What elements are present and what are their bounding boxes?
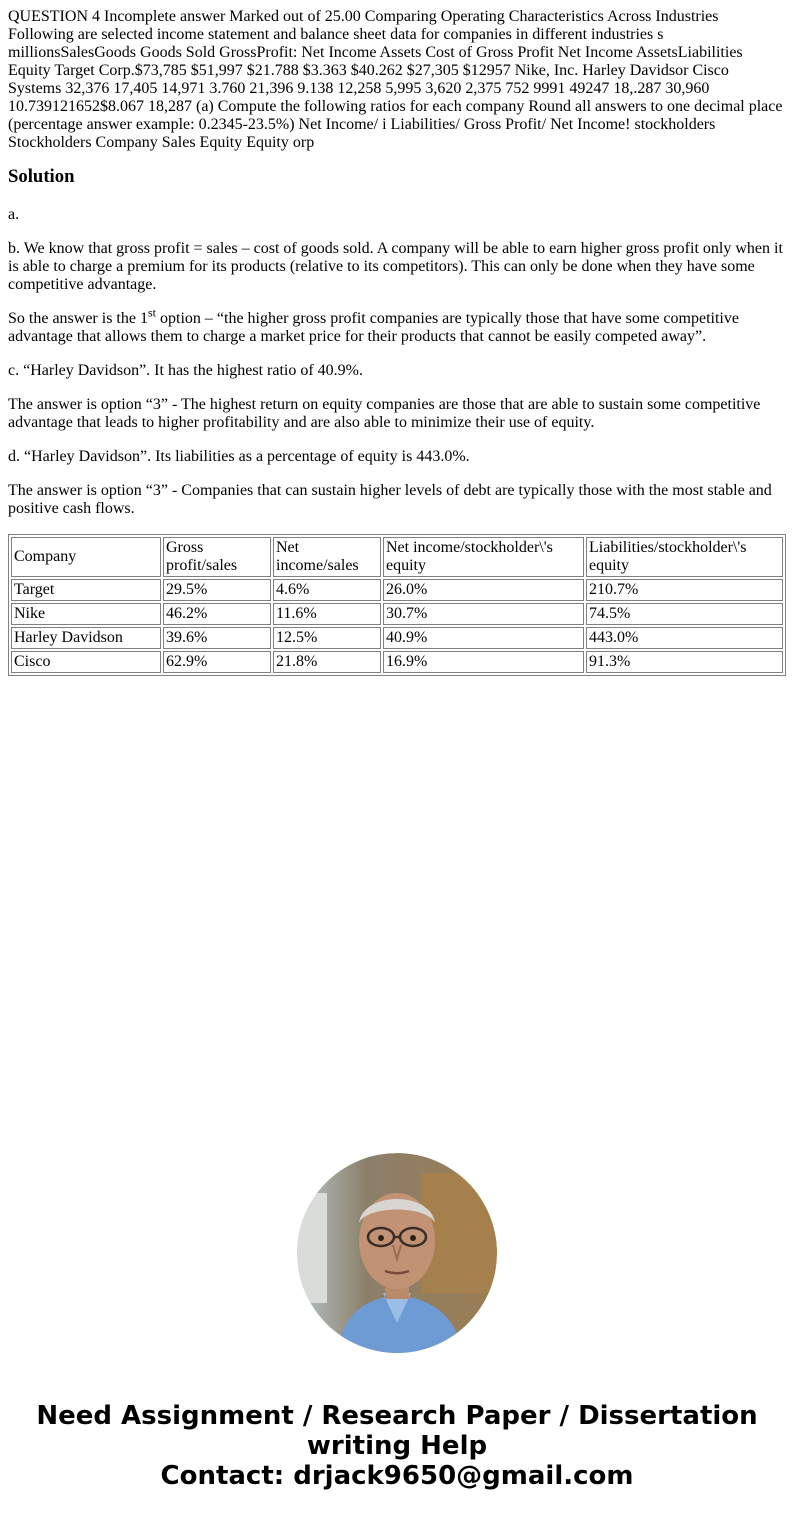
table-cell: 40.9% (383, 627, 584, 649)
table-cell: 11.6% (273, 603, 381, 625)
table-row (11, 651, 783, 673)
solution-part-a: a. (8, 206, 20, 223)
answer-b-prefix: So the answer is the 1 (8, 310, 148, 327)
table-header-cell: Gross profit/sales (163, 537, 271, 577)
solution-part-d: d. “Harley Davidson”. Its liabilities as a percentage of equity is 443.0%. (8, 448, 470, 465)
answer-b-suffix: option – “the higher gross profit companies are typically those that have some competitive advantage that allows them to charge a market price for their products that cannot be easily competed away”. (8, 310, 739, 345)
table-cell: 443.0% (586, 627, 783, 649)
table-cell: 12.5% (273, 627, 381, 649)
table-header-cell: Company (11, 537, 161, 577)
avatar-portrait-image (297, 1153, 497, 1353)
table-row (11, 579, 783, 601)
table-cell: 16.9% (383, 651, 584, 673)
table-cell: Target (11, 579, 161, 601)
table-cell: 91.3% (586, 651, 783, 673)
solution-part-c: c. “Harley Davidson”. It has the highest ratio of 40.9%. (8, 362, 364, 379)
table-cell: 4.6% (273, 579, 381, 601)
solution-heading: Solution (8, 166, 75, 187)
promo-section (0, 1153, 794, 1491)
table-cell: 30.7% (383, 603, 584, 625)
ratios-table (8, 534, 786, 676)
solution-answer-b (8, 305, 786, 346)
table-cell: 26.0% (383, 579, 584, 601)
table-cell: 74.5% (586, 603, 783, 625)
table-header-cell: Net income/sales (273, 537, 381, 577)
table-header-row (11, 537, 783, 577)
table-cell: Harley Davidson (11, 627, 161, 649)
table-row (11, 603, 783, 625)
table-cell: 39.6% (163, 627, 271, 649)
solution-answer-d: The answer is option “3” - Companies that can sustain higher levels of debt are typically those with the most stable and positive cash flows. (8, 482, 772, 517)
promo-line-1: Need Assignment / Research Paper / Dissertation (36, 1401, 758, 1431)
promo-contact-banner (0, 1401, 794, 1491)
table-row (11, 627, 783, 649)
table-cell: 62.9% (163, 651, 271, 673)
avatar (297, 1153, 497, 1353)
solution-answer-c: The answer is option “3” - The highest return on equity companies are those that are able to sustain some competitive advantage that leads to higher profitability and are also able to minimize their use of equity. (8, 396, 761, 431)
question-text: QUESTION 4 Incomplete answer Marked out of 25.00 Comparing Operating Characteristics Across Industries Following are selected income statement and balance sheet data for companies in different industries s millionsSalesGoods Goods Sold GrossProfit: Net Income Assets Cost of Gross Profit Net Income AssetsLiabilities Equity Target Corp.$73,785 $51,997 $21.788 $3.363 $40.262 $27,305 $12957 Nike, Inc. Harley Davidsor Cisco Systems 32,376 17,405 14,971 3.760 21,396 9.138 12,258 5,995 3,620 2,375 752 9991 49247 18,.287 30,960 10.739121652$8.067 18,287 (a) Compute the following ratios for each company Round all answers to one decimal place (percentage answer example: 0.2345-23.5%) Net Income/ i Liabilities/ Gross Profit/ Net Income! stockholders Stockholders Company Sales Equity Equity orp (8, 8, 783, 151)
table-header-cell: Liabilities/stockholder\'s equity (586, 537, 783, 577)
table-cell: 46.2% (163, 603, 271, 625)
table-cell: 29.5% (163, 579, 271, 601)
promo-line-2: writing Help (306, 1431, 488, 1461)
table-cell: 210.7% (586, 579, 783, 601)
table-cell: 21.8% (273, 651, 381, 673)
promo-line-3: Contact: drjack9650@gmail.com (160, 1461, 634, 1491)
solution-part-b: b. We know that gross profit = sales – cost of goods sold. A company will be able to earn higher gross profit only when it is able to charge a premium for its products (relative to its competitors). This can only be done when they have some competitive advantage. (8, 240, 783, 293)
table-cell: Cisco (11, 651, 161, 673)
document-body (8, 8, 786, 676)
table-cell: Nike (11, 603, 161, 625)
answer-b-superscript: st (147, 305, 156, 320)
table-header-cell: Net income/stockholder\'s equity (383, 537, 584, 577)
